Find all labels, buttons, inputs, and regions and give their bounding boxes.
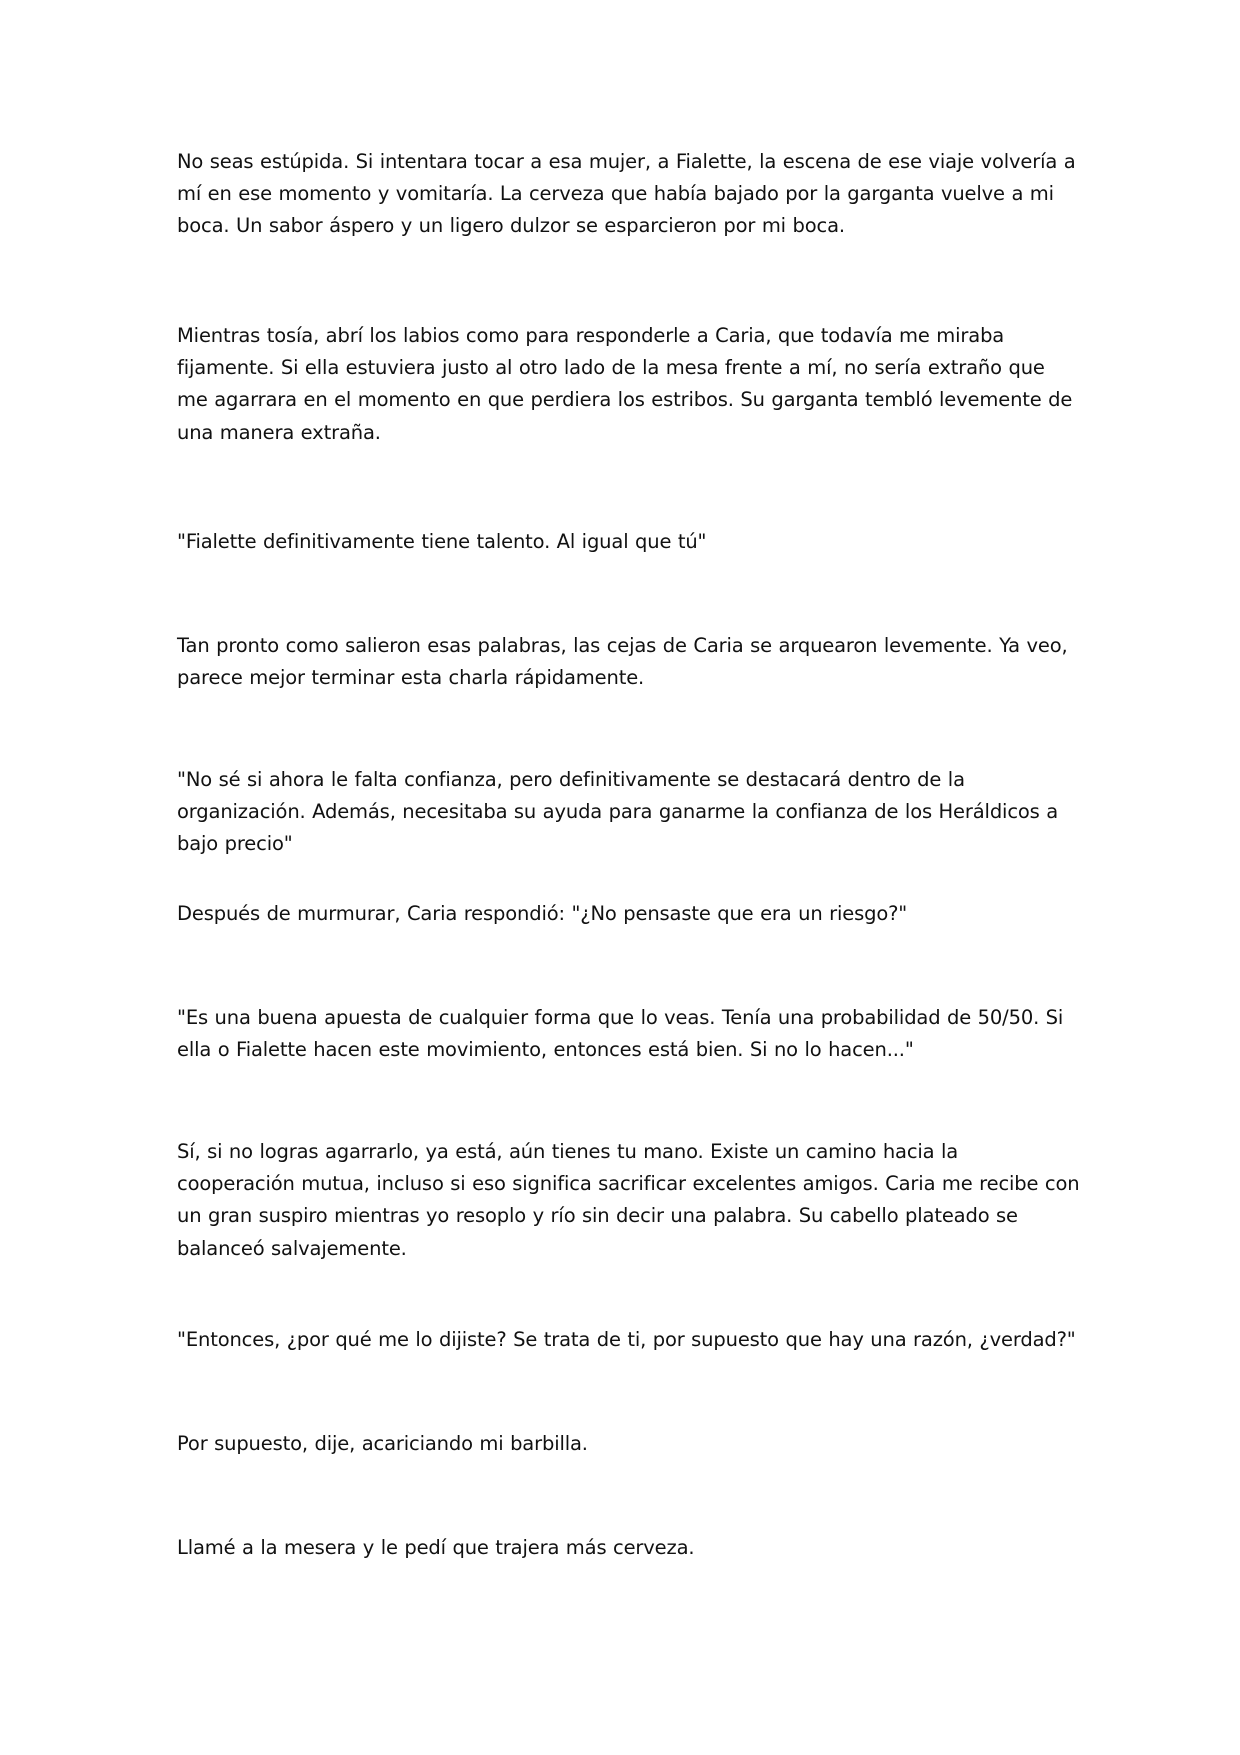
paragraph: Sí, si no logras agarrarlo, ya está, aún tienes tu mano. Existe un camino hacia la cooperación mutua, incluso si eso significa sacrificar excelentes amigos. Caria me recibe con un gran suspiro mientras yo resoplo y río sin decir una palabra. Su cabello plateado se balanceó salvajemente. bbox=[177, 1140, 1080, 1260]
paragraph: Mientras tosía, abrí los labios como para responderle a Caria, que todavía me miraba fijamente. Si ella estuviera justo al otro lado de la mesa frente a mí, no sería extraño que me agarrara en el momento en que perdiera los estribos. Su garganta tembló levemente de una manera extraña. bbox=[177, 324, 1073, 444]
paragraph: "Es una buena apuesta de cualquier forma que lo veas. Tenía una probabilidad de 50/50. Si ella o Fialette hacen este movimiento, entonces está bien. Si no lo hacen..." bbox=[177, 1006, 1064, 1062]
paragraph: Llamé a la mesera y le pedí que trajera más cerveza. bbox=[177, 1536, 695, 1559]
paragraph: "Fialette definitivamente tiene talento. Al igual que tú" bbox=[177, 530, 707, 553]
paragraph: Por supuesto, dije, acariciando mi barbilla. bbox=[177, 1432, 588, 1455]
paragraph: Después de murmurar, Caria respondió: "¿No pensaste que era un riesgo?" bbox=[177, 902, 908, 925]
paragraph: No seas estúpida. Si intentara tocar a esa mujer, a Fialette, la escena de ese viaje volvería a mí en ese momento y vomitaría. La cerveza que había bajado por la garganta vuelve a mi boca. Un sabor áspero y un ligero dulzor se esparcieron por mi boca. bbox=[177, 150, 1076, 238]
paragraph: "No sé si ahora le falta confianza, pero definitivamente se destacará dentro de la organización. Además, necesitaba su ayuda para ganarme la confianza de los Heráldicos a bajo precio" bbox=[177, 768, 1059, 856]
paragraph: Tan pronto como salieron esas palabras, las cejas de Caria se arquearon levemente. Ya veo, parece mejor terminar esta charla rápidamente. bbox=[177, 634, 1068, 690]
paragraph: "Entonces, ¿por qué me lo dijiste? Se trata de ti, por supuesto que hay una razón, ¿verdad?" bbox=[177, 1328, 1076, 1351]
